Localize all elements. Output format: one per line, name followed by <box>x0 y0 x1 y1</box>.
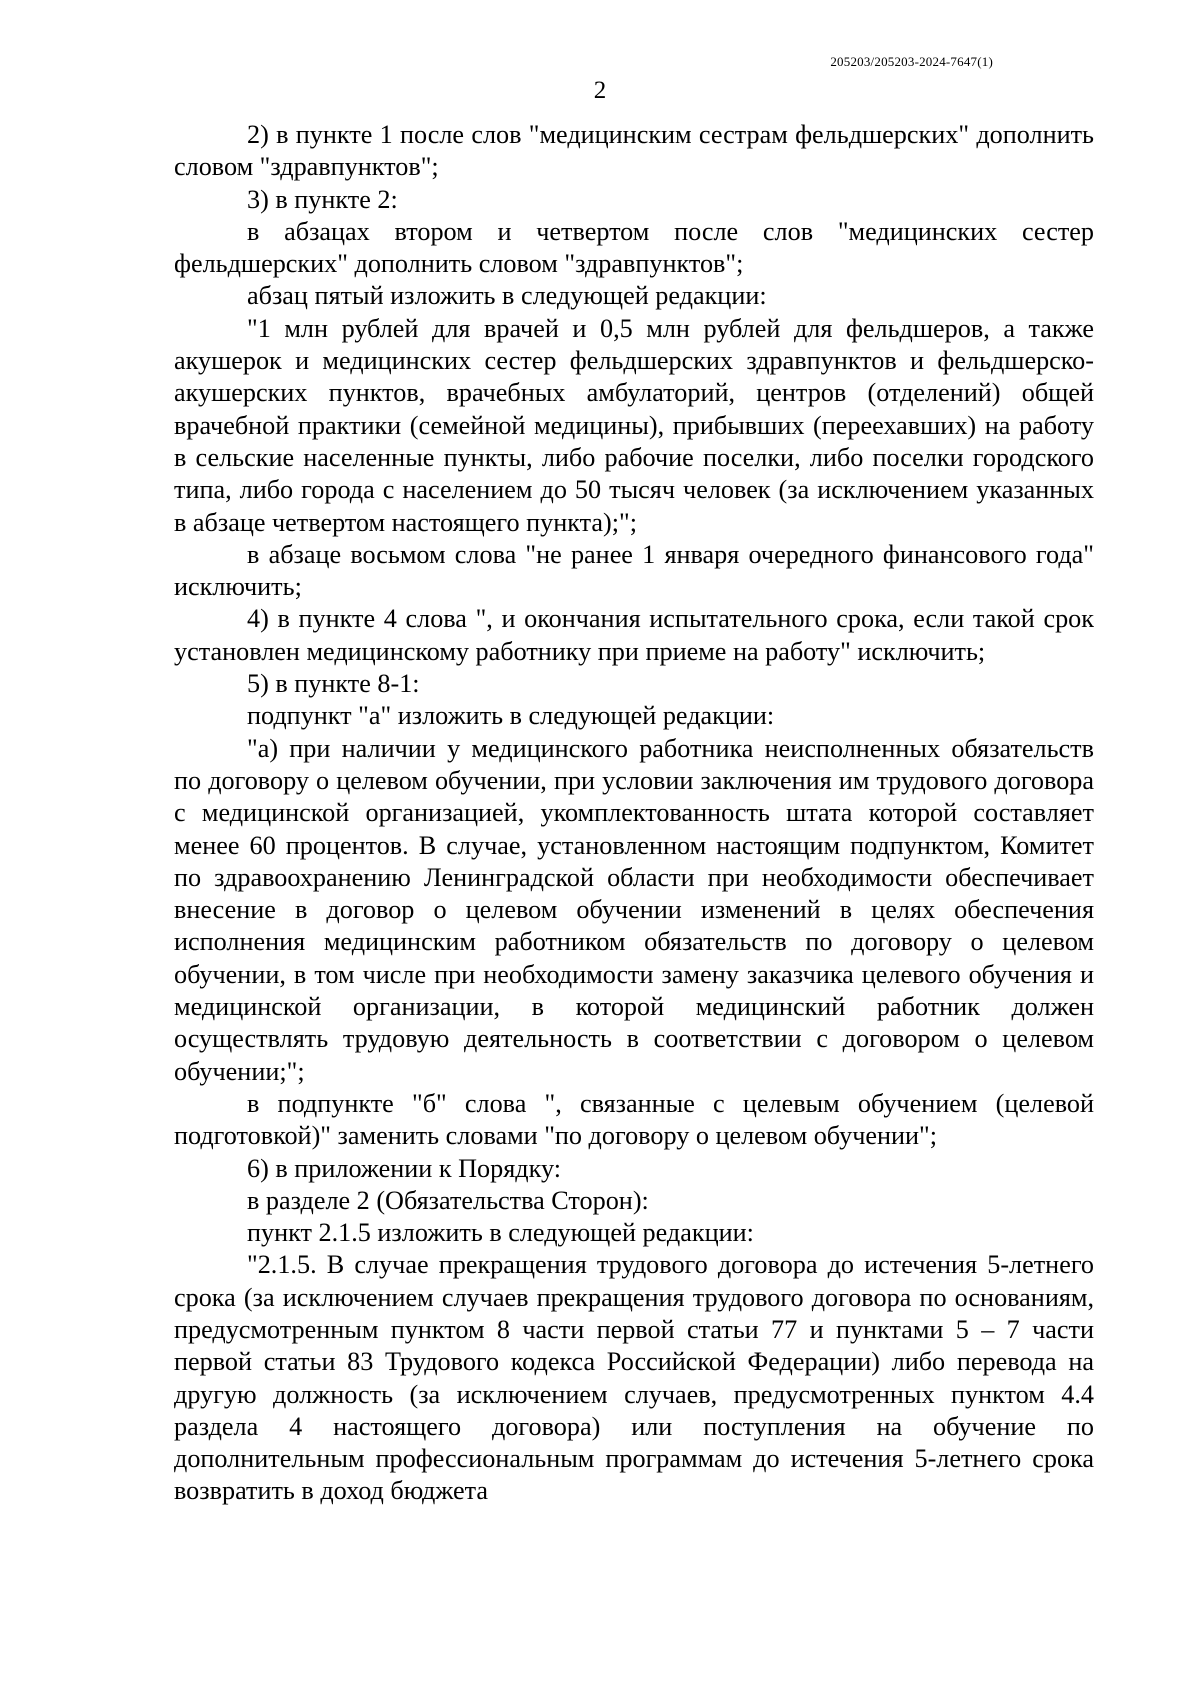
paragraph-section-2: в разделе 2 (Обязательства Сторон): <box>247 1185 649 1215</box>
paragraph-2-1-5-text: "2.1.5. В случае прекращения трудового договора до истечения 5-летнего срока (за исключением случаев прекращения трудового договора по основаниям, предусмотренным пунктом 8 части первой статьи 77 и пунктами 5 – 7 части первой статьи 83 Трудового кодекса Российской Федерации) либо перевода на другую должность (за исключением случаев, предусмотренных пунктом 4.4 раздела 4 настоящего договора) или поступления на обучение по дополнительным профессиональным программам до истечения 5-летнего срока возвратить в доход бюджета <box>174 1250 1094 1506</box>
paragraph-item-2: 2) в пункте 1 после слов "медицинским сестрам фельдшерских" дополнить словом "здравпунктов"; <box>174 120 1094 182</box>
paragraph-item-3: 3) в пункте 2: <box>247 184 398 214</box>
paragraph-abzac-5-intro: абзац пятый изложить в следующей редакции: <box>247 281 767 311</box>
paragraph-item-6: 6) в приложении к Порядку: <box>247 1153 561 1183</box>
paragraph-2-1-5-intro: пункт 2.1.5 изложить в следующей редакции: <box>247 1218 754 1248</box>
paragraph-abzac-8: в абзаце восьмом слова "не ранее 1 января очередного финансового года" исключить; <box>174 539 1094 602</box>
page-number: 2 <box>593 77 607 104</box>
document-id: 205203/205203-2024-7647(1) <box>830 54 993 69</box>
paragraph-subitem-a-intro: подпункт "а" изложить в следующей редакции: <box>247 701 775 731</box>
paragraph-item-5: 5) в пункте 8-1: <box>247 669 420 699</box>
paragraph-subitem-b: в подпункте "б" слова ", связанные с целевым обучением (целевой подготовкой)" заменить словами "по договору о целевом обучении"; <box>174 1088 1094 1151</box>
paragraph-abzacy-2-4: в абзацах втором и четвертом после слов "медицинских сестер фельдшерских" дополнить словом "здравпунктов"; <box>174 216 1094 279</box>
paragraph-abzac-5-text: "1 млн рублей для врачей и 0,5 млн рублей для фельдшеров, а также акушерок и медицинских сестер фельдшерских здравпунктов и фельдшерско-акушерских пунктов, врачебных амбулаторий, центров (отделений) общей врачебной практики (семейной медицины), прибывших (переехавших) на работу в сельские населенные пункты, либо рабочие поселки, либо поселки городского типа, либо города с населением до 50 тысяч человек (за исключением указанных в абзаце четвертом настоящего пункта);"; <box>174 313 1094 537</box>
document-body <box>174 119 1094 1508</box>
paragraph-subitem-a-text: "а) при наличии у медицинского работника неисполненных обязательств по договору о целевом обучении, при условии заключения им трудового договора с медицинской организацией, укомплектованность штата которой составляет менее 60 процентов. В случае, установленном настоящим подпунктом, Комитет по здравоохранению Ленинградской области при необходимости обеспечивает внесение в договор о целевом обучении изменений в целях обеспечения исполнения медицинским работником обязательств по договору о целевом обучении, в том числе при необходимости замену заказчика целевого обучения и медицинской организации, в которой медицинский работник должен осуществлять трудовую деятельность в соответствии с договором о целевом обучении;"; <box>174 733 1094 1086</box>
paragraph-item-4: 4) в пункте 4 слова ", и окончания испытательного срока, если такой срок установлен медицинскому работнику при приеме на работу" исключить; <box>174 604 1094 666</box>
